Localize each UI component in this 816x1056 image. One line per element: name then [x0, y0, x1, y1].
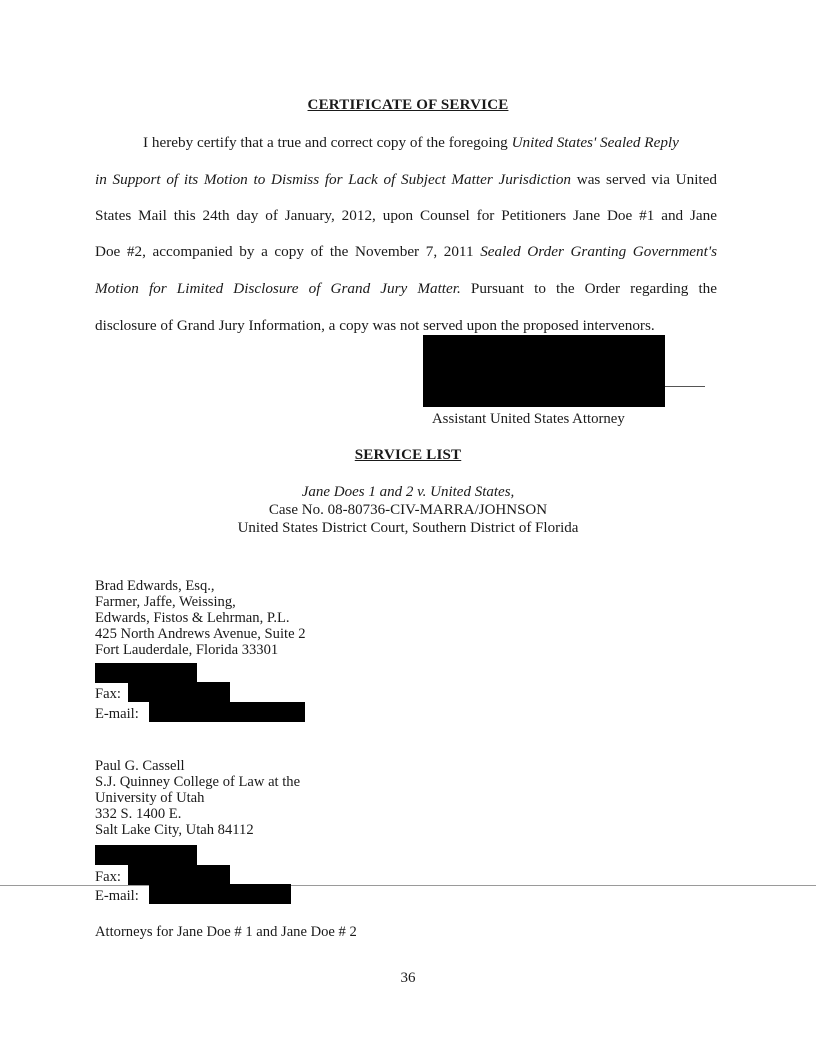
counsel-1-street: 425 North Andrews Avenue, Suite 2 — [95, 626, 306, 642]
certificate-line-4-text: Doe #2, accompanied by a copy of the November 7, 2011 — [95, 243, 481, 260]
case-caption — [0, 484, 816, 501]
signature-redaction — [423, 335, 665, 407]
counsel-block-2 — [95, 758, 300, 838]
counsel-2-name: Paul G. Cassell — [95, 758, 185, 774]
page-number: 36 — [400, 970, 416, 986]
counsel-1-city: Fort Lauderdale, Florida 33301 — [95, 642, 279, 658]
counsel-block-1 — [95, 578, 306, 658]
counsel-1-fax-label: Fax: — [95, 686, 121, 702]
counsel-2-email-label: E-mail: — [95, 888, 139, 904]
counsel-2-fax-label: Fax: — [95, 869, 121, 885]
document-title-part-1: United States' Sealed Reply — [511, 134, 679, 151]
sealed-order-title-part-2: Motion for Limited Disclosure of Grand Jury Matter. — [95, 280, 461, 297]
case-number: Case No. 08-80736-CIV-MARRA/JOHNSON — [268, 502, 548, 518]
counsel-1-firm-line-2: Edwards, Fistos & Lehrman, P.L. — [95, 610, 290, 626]
scan-artifact-line — [0, 885, 816, 886]
signature-line — [665, 386, 705, 387]
counsel-1-fax-redaction — [128, 682, 230, 702]
certificate-line-5-text: Pursuant to the Order regarding the — [460, 280, 718, 297]
counsel-2-email-redaction — [149, 884, 291, 904]
counsel-1-email-redaction — [149, 702, 305, 722]
attorneys-for-line: Attorneys for Jane Doe # 1 and Jane Doe # 2 — [95, 924, 357, 940]
counsel-2-college-line-1: S.J. Quinney College of Law at the — [95, 774, 301, 790]
counsel-2-fax-redaction — [128, 865, 230, 885]
certificate-line-2-text: was served via United — [571, 171, 717, 188]
case-caption-text: Jane Does 1 and 2 v. United States, — [301, 484, 515, 500]
certificate-line-6: disclosure of Grand Jury Information, a copy was not served upon the proposed intervenors. — [95, 317, 655, 334]
counsel-1-email-label: E-mail: — [95, 706, 139, 722]
certificate-line-5 — [95, 280, 717, 298]
certificate-title: CERTIFICATE OF SERVICE — [307, 97, 509, 113]
counsel-1-phone-redaction — [95, 663, 197, 683]
counsel-1-firm-line-1: Farmer, Jaffe, Weissing, — [95, 594, 236, 610]
counsel-2-phone-redaction — [95, 845, 197, 865]
counsel-1-name: Brad Edwards, Esq., — [95, 578, 215, 594]
document-title-part-2: in Support of its Motion to Dismiss for Lack of Subject Matter Jurisdiction — [95, 171, 572, 188]
signature-title: Assistant United States Attorney — [432, 411, 625, 427]
certificate-line-4 — [95, 243, 717, 261]
service-list-title: SERVICE LIST — [354, 447, 462, 463]
sealed-order-title-part-1: Sealed Order Granting Government's — [480, 243, 718, 260]
counsel-2-college-line-2: University of Utah — [95, 790, 205, 806]
court-name: United States District Court, Southern District of Florida — [237, 520, 579, 536]
counsel-2-city: Salt Lake City, Utah 84112 — [95, 822, 254, 838]
certificate-line-2 — [95, 171, 717, 189]
certificate-line-1-text: I hereby certify that a true and correct copy of the foregoing — [143, 134, 512, 151]
counsel-2-street: 332 S. 1400 E. — [95, 806, 182, 822]
certificate-line-3: States Mail this 24th day of January, 2012, upon Counsel for Petitioners Jane Doe #1 and Jane — [95, 207, 717, 224]
certificate-line-1 — [143, 134, 679, 152]
